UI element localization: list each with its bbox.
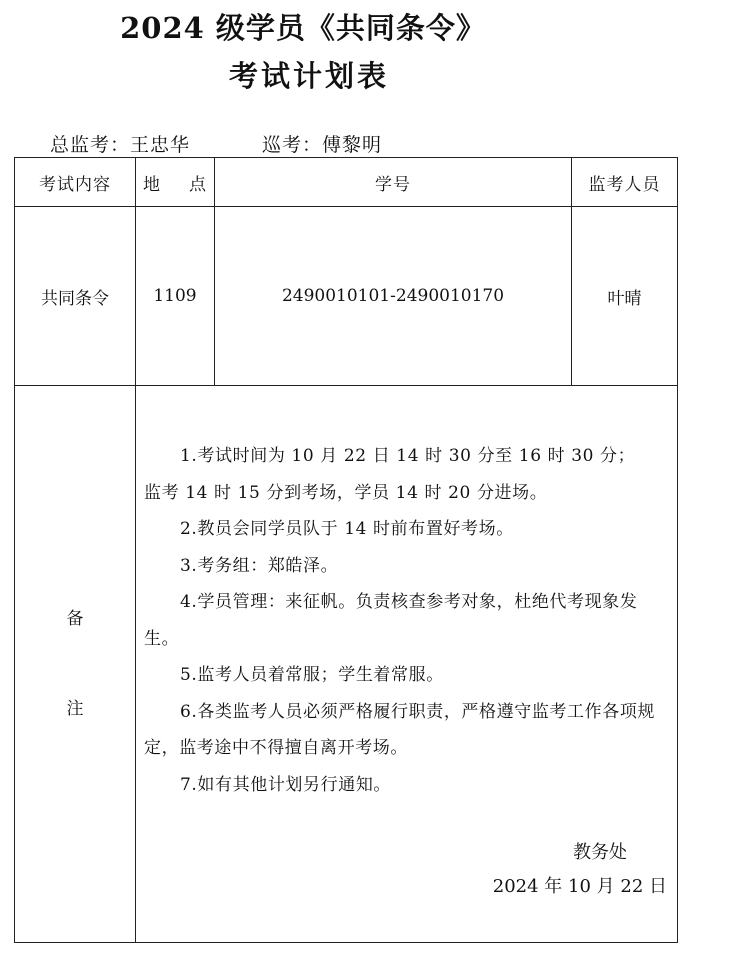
note-6: 6.各类监考人员必须严格履行职责，严格遵守监考工作各项规定，监考途中不得擅自离开考场。 [144,701,656,758]
header-location-char2: 点 [189,174,207,195]
patrol-proctor-label: 巡考： [262,134,323,156]
header-student-id: 学号 [215,158,572,207]
note-1-continued: 监考 14 时 15 分到考场，学员 14 时 20 分进场。 [144,482,548,503]
chief-proctor-name: 王忠华 [130,134,191,156]
header-location-char1: 地 [143,174,161,195]
note-7: 7.如有其他计划另行通知。 [180,774,392,795]
table-header-row [15,158,678,207]
note-5: 5.监考人员着常服；学生着常服。 [180,665,444,685]
header-location [136,158,215,207]
note-3: 3.考务组：郑皓泽。 [180,555,339,576]
remarks-label-char2: 注 [66,699,84,719]
cell-proctor: 叶晴 [572,207,678,386]
cell-location: 1109 [136,207,215,386]
cell-exam-content: 共同条令 [15,207,136,386]
header-exam-content: 考试内容 [15,158,136,207]
remarks-row [15,386,678,943]
note-2: 2.教员会同学员队于 14 时前布置好考场。 [180,519,514,539]
document-title: 2024 级学员《共同条令》 [120,11,486,45]
issuing-office: 教务处 [573,842,627,863]
document-subtitle: 考试计划表 [228,59,389,93]
remarks-label-char1: 备 [66,609,84,629]
signature-block [493,836,667,904]
remarks-content [136,386,678,943]
note-1: 1.考试时间为 10 月 22 日 14 时 30 分至 16 时 30 分； [180,446,636,466]
remarks-label [15,386,136,943]
exam-plan-table [14,157,678,943]
cell-student-id: 2490010101-2490010170 [215,207,572,386]
patrol-proctor-name: 傅黎明 [322,134,383,156]
chief-proctor-label: 总监考： [50,134,131,156]
proctor-line [50,130,382,157]
table-row [15,207,678,386]
note-4: 4.学员管理：来征帆。负责核查参考对象，杜绝代考现象发生。 [144,592,638,649]
header-proctor: 监考人员 [572,158,678,207]
issue-date: 2024 年 10 月 22 日 [492,876,667,897]
